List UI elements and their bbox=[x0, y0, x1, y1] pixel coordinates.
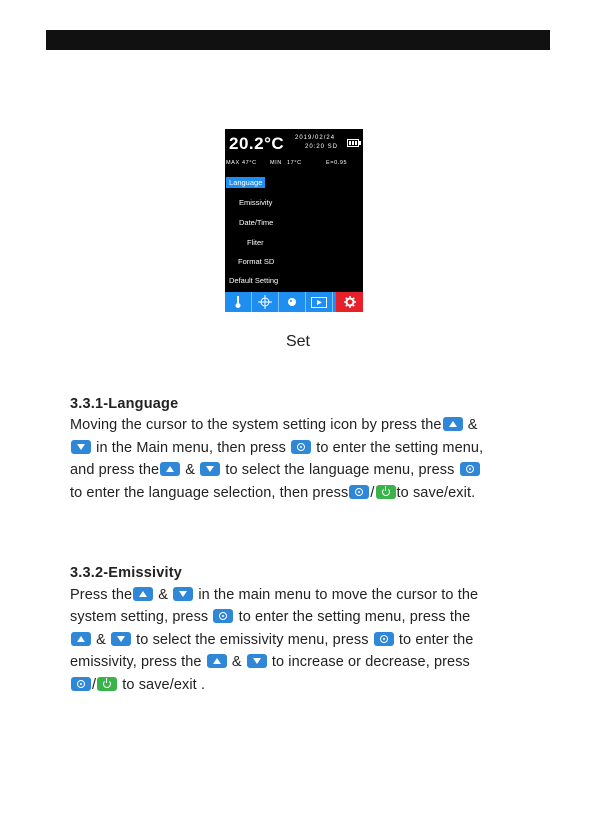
heading-language: 3.3.1-Language bbox=[70, 396, 179, 412]
language-line-2: in the Main menu, then press to enter the setting menu, bbox=[70, 440, 483, 456]
figure-caption: Set bbox=[285, 333, 310, 350]
max-value: 47°C bbox=[242, 160, 257, 166]
max-label: MAX bbox=[226, 160, 240, 166]
temperature-readout: 20.2°C bbox=[229, 134, 285, 153]
down-button-icon bbox=[247, 654, 267, 668]
date-readout: 2019/02/24 bbox=[295, 135, 336, 141]
menu-item-datetime[interactable]: Date/Time bbox=[239, 218, 274, 227]
device-screen bbox=[225, 129, 363, 312]
heading-emissivity: 3.3.2-Emissivity bbox=[70, 565, 183, 581]
emissivity-line-4: emissivity, press the & to increase or decrease, press bbox=[70, 654, 470, 670]
screen-icon-bar bbox=[225, 292, 363, 312]
menu-item-default-setting[interactable]: Default Setting bbox=[229, 276, 279, 285]
up-button-icon bbox=[133, 587, 153, 601]
down-button-icon bbox=[71, 440, 91, 454]
crosshair-icon[interactable] bbox=[252, 292, 279, 312]
down-button-icon bbox=[200, 462, 220, 476]
menu-item-format-sd[interactable]: Format SD bbox=[238, 257, 275, 266]
emissivity-line-5: / to save/exit . bbox=[70, 677, 205, 693]
ok-button-icon bbox=[71, 677, 91, 691]
ok-button-icon bbox=[291, 440, 311, 454]
menu-item-fliter[interactable]: Fliter bbox=[247, 238, 264, 247]
min-label: MIN bbox=[270, 160, 282, 166]
power-button-icon bbox=[97, 677, 117, 691]
language-line-1: Moving the cursor to the system setting icon by press the & bbox=[70, 417, 478, 433]
thermometer-icon[interactable] bbox=[225, 292, 252, 312]
playback-icon[interactable] bbox=[306, 292, 333, 312]
min-value: 17°C bbox=[287, 160, 302, 166]
emissivity-line-3: & to select the emissivity menu, press to enter the bbox=[70, 632, 473, 648]
ok-button-icon bbox=[374, 632, 394, 646]
ok-button-icon bbox=[213, 609, 233, 623]
power-button-icon bbox=[376, 485, 396, 499]
emissivity-value: E=0.95 bbox=[326, 160, 348, 166]
up-button-icon bbox=[71, 632, 91, 646]
down-button-icon bbox=[111, 632, 131, 646]
header-bar bbox=[46, 30, 550, 50]
emissivity-line-2: system setting, press to enter the setting menu, press the bbox=[70, 609, 471, 625]
battery-icon bbox=[347, 139, 359, 147]
language-line-3: and press the & to select the language menu, press bbox=[70, 462, 481, 478]
settings-gear-icon[interactable] bbox=[336, 292, 363, 312]
up-button-icon bbox=[443, 417, 463, 431]
up-button-icon bbox=[207, 654, 227, 668]
palette-icon[interactable] bbox=[279, 292, 306, 312]
menu-item-language[interactable]: Language bbox=[226, 177, 265, 188]
ok-button-icon bbox=[460, 462, 480, 476]
ok-button-icon bbox=[349, 485, 369, 499]
menu-item-emissivity[interactable]: Emissivity bbox=[239, 198, 273, 207]
language-line-4: to enter the language selection, then press / to save/exit. bbox=[70, 485, 476, 501]
emissivity-line-1: Press the & in the main menu to move the cursor to the bbox=[70, 587, 479, 603]
up-button-icon bbox=[160, 462, 180, 476]
time-readout: 20:20 SD bbox=[305, 144, 339, 150]
down-button-icon bbox=[173, 587, 193, 601]
